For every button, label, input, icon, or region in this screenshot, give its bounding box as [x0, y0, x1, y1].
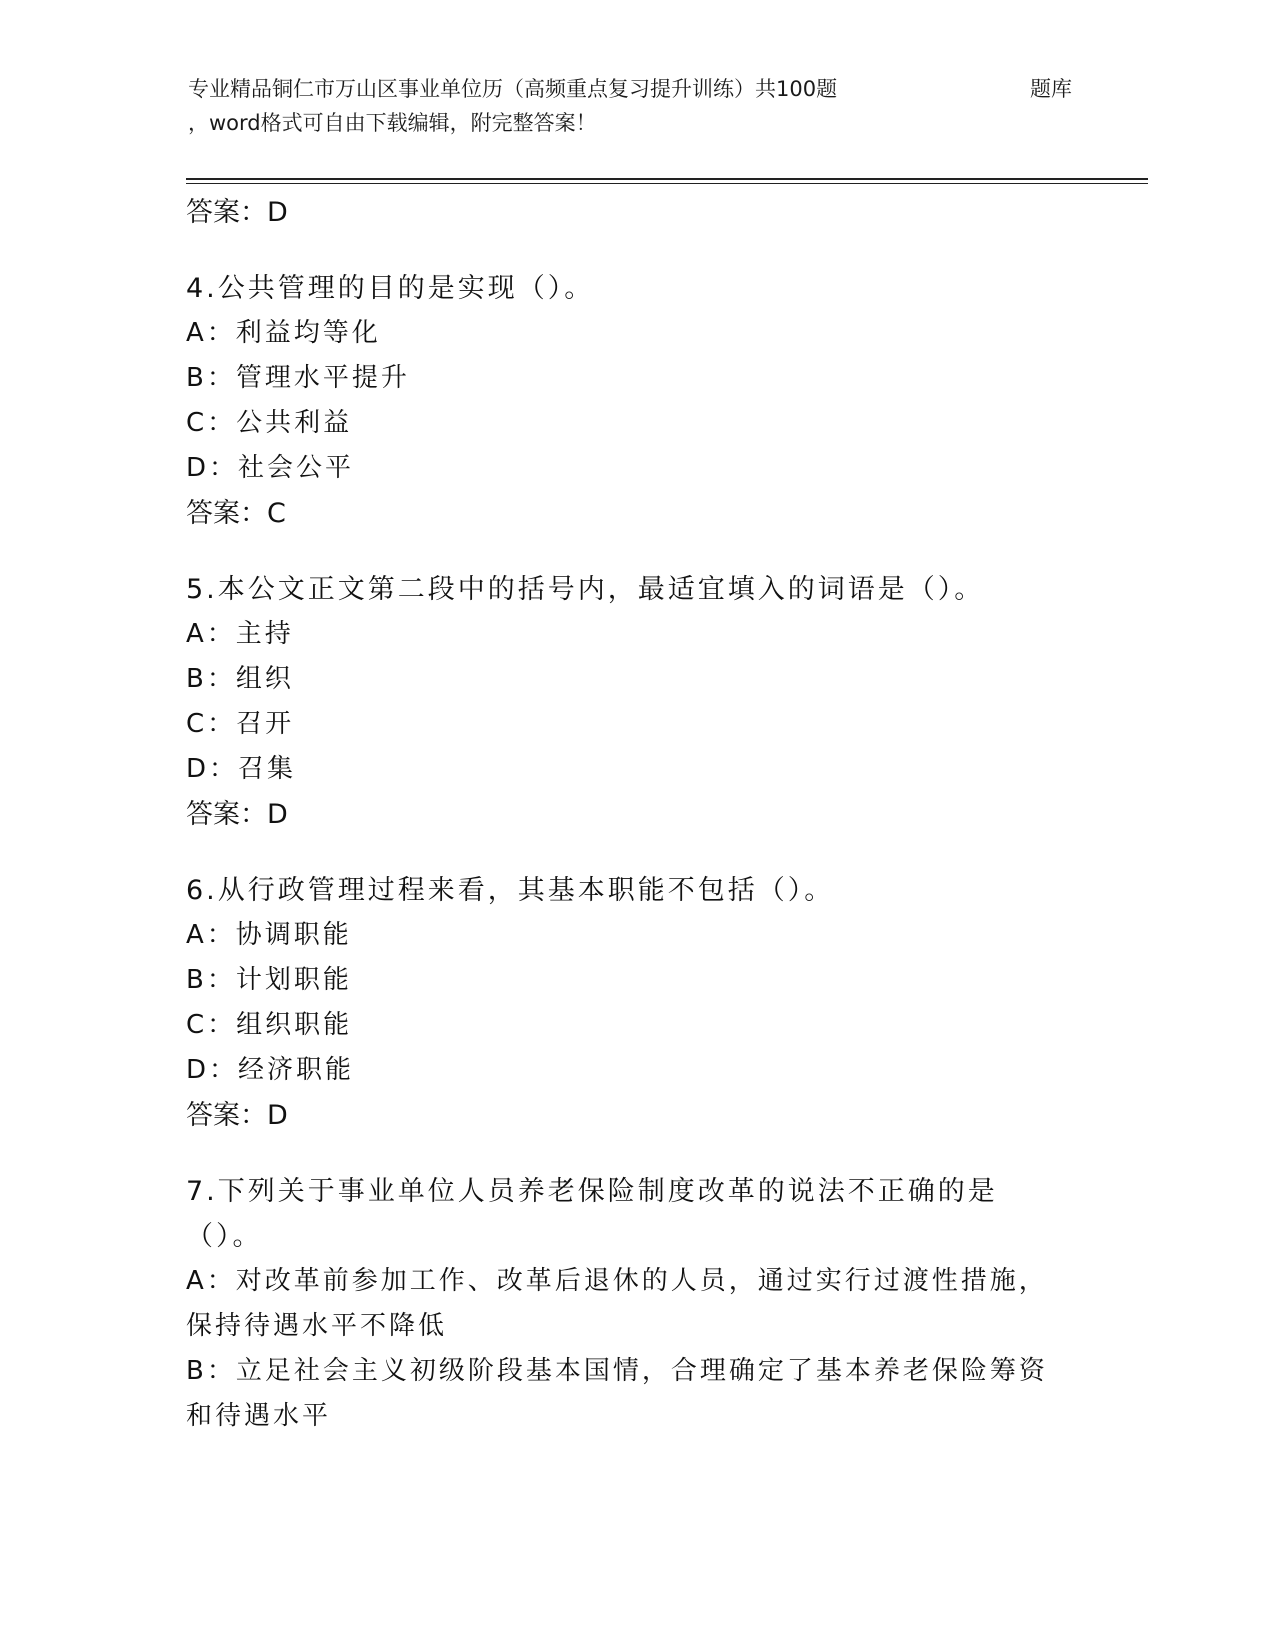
answer-line: 答案：D: [186, 1100, 288, 1131]
answer-line: 答案：D: [186, 799, 288, 830]
option-b: B：立足社会主义初级阶段基本国情，合理确定了基本养老保险筹资和待遇水平: [186, 1356, 1048, 1431]
option-c: C：组织职能: [186, 1010, 353, 1040]
option-a: A：利益均等化: [186, 318, 381, 348]
question-stem: 5.本公文正文第二段中的括号内，最适宜填入的词语是（）。: [186, 574, 985, 605]
answer-line: 答案：C: [186, 498, 286, 529]
header-title: 专业精品铜仁市万山区事业单位历（高频重点复习提升训练）共100题: [188, 77, 838, 101]
option-b: B：计划职能: [186, 965, 352, 995]
question-block: [186, 868, 1066, 1139]
question-block: [186, 567, 1066, 838]
option-a: A：主持: [186, 619, 294, 649]
option-a: A：协调职能: [186, 920, 352, 950]
header-rule-thick: [186, 178, 1148, 180]
header-line-2: ，word格式可自由下载编辑，附完整答案！: [188, 111, 597, 135]
option-c: C：召开: [186, 709, 295, 739]
header-rule-thin: [186, 183, 1148, 184]
option-b: B：组织: [186, 664, 294, 694]
question-stem: 4.公共管理的目的是实现（）。: [186, 273, 595, 304]
question-stem: 7.下列关于事业单位人员养老保险制度改革的说法不正确的是（）。: [186, 1176, 998, 1252]
document-header: [188, 72, 1088, 140]
option-d: D：社会公平: [186, 453, 355, 483]
document-body: [186, 190, 1066, 1439]
option-a: A：对改革前参加工作、改革后退休的人员，通过实行过渡性措施，保持待遇水平不降低: [186, 1266, 1048, 1341]
question-block: [186, 1169, 1066, 1439]
question-stem: 6.从行政管理过程来看，其基本职能不包括（）。: [186, 875, 835, 906]
option-d: D：经济职能: [186, 1055, 355, 1085]
header-tag: 题库: [1030, 77, 1072, 101]
header-line-1: [188, 72, 1088, 106]
option-b: B：管理水平提升: [186, 363, 410, 393]
option-d: D：召集: [186, 754, 297, 784]
option-c: C：公共利益: [186, 408, 353, 438]
answer-line: 答案：D: [186, 197, 288, 228]
question-block: [186, 266, 1066, 537]
